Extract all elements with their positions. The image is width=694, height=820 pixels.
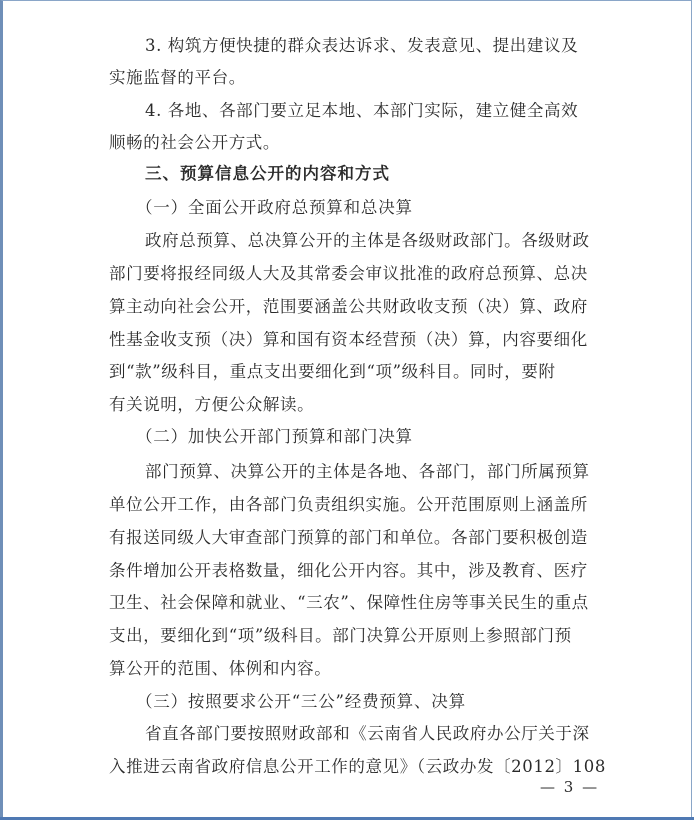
text-line: 支出，要细化到“项”级科目。部门决算公开原则上参照部门预 [109, 626, 572, 645]
text-line: 顺畅的社会公开方式。 [109, 133, 280, 152]
section-heading: 三、预算信息公开的内容和方式 [145, 164, 390, 183]
text-line: 3. 构筑方便快捷的群众表达诉求、发表意见、提出建议及 [145, 36, 579, 55]
text-line: 算公开的范围、体例和内容。 [109, 659, 332, 678]
text-line: 有报送同级人大审查部门预算的部门和单位。各部门要积极创造 [109, 528, 588, 547]
text-line: 入推进云南省政府信息公开工作的意见》（云政办发〔2012〕108 [109, 757, 606, 776]
subsection-heading: （一）全面公开政府总预算和总决算 [136, 198, 413, 217]
text-line: 单位公开工作，由各部门负责组织实施。公开范围原则上涵盖所 [109, 495, 588, 514]
text-line: 有关说明，方便公众解读。 [109, 395, 315, 414]
text-line: 4. 各地、各部门要立足本地、本部门实际，建立健全高效 [145, 101, 579, 120]
text-line: 部门要将报经同级人大及其常委会审议批准的政府总预算、总决 [109, 264, 588, 283]
text-line: 算主动向社会公开，范围要涵盖公共财政收支预（决）算、政府 [109, 297, 588, 316]
text-line: 部门预算、决算公开的主体是各地、各部门，部门所属预算 [145, 462, 590, 481]
text-line: 到“款”级科目，重点支出要细化到“项”级科目。同时，要附 [109, 362, 556, 381]
text-line: 卫生、社会保障和就业、“三农”、保障性住房等事关民生的重点 [109, 593, 589, 612]
text-line: 实施监督的平台。 [109, 68, 246, 87]
text-line: 省直各部门要按照财政部和《云南省人民政府办公厅关于深 [145, 724, 590, 743]
page-number: — 3 — [540, 778, 600, 796]
subsection-heading: （三）按照要求公开“三公”经费预算、决算 [136, 692, 466, 711]
subsection-heading: （二）加快公开部门预算和部门决算 [136, 427, 413, 446]
text-line: 政府总预算、总决算公开的主体是各级财政部门。各级财政 [145, 231, 590, 250]
text-line: 条件增加公开表格数量，细化公开内容。其中，涉及教育、医疗 [109, 561, 588, 580]
text-line: 性基金收支预（决）算和国有资本经营预（决）算，内容要细化 [109, 330, 588, 349]
